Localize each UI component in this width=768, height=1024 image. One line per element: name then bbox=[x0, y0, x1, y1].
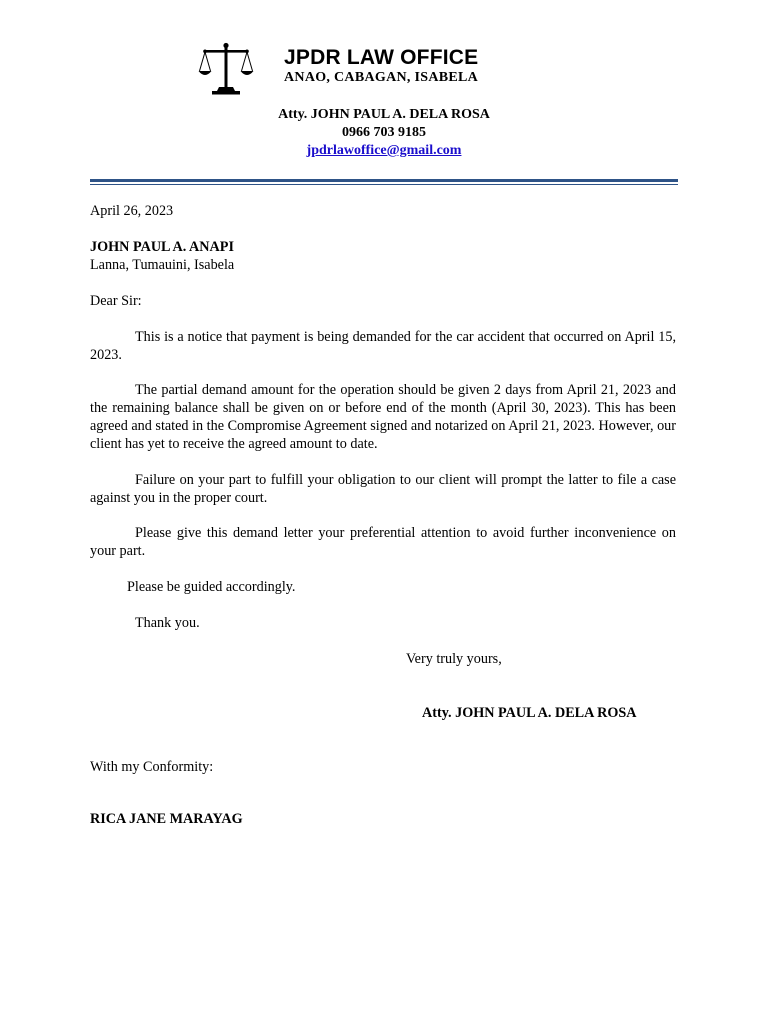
guided-line: Please be guided accordingly. bbox=[127, 579, 296, 595]
letter-date: April 26, 2023 bbox=[90, 203, 174, 219]
body-paragraph-2: The partial demand amount for the operation should be given 2 days from April 21, 2023 and the remaining balance shall be given on or before end of the month (April 30, 2023). This has been agreed and stated in the Compromise Agreement signed and notarized on April 21, 2023. However, our client has yet to receive the agreed amount to date. bbox=[90, 382, 676, 452]
scales-of-justice-icon bbox=[198, 42, 254, 96]
signatory-name: Atty. JOHN PAUL A. DELA ROSA bbox=[422, 705, 637, 721]
recipient-name: JOHN PAUL A. ANAPI bbox=[90, 239, 234, 255]
conformity-label: With my Conformity: bbox=[90, 759, 214, 775]
recipient-address: Lanna, Tumauini, Isabela bbox=[90, 257, 235, 273]
conformity-name: RICA JANE MARAYAG bbox=[90, 811, 243, 827]
body-paragraph-1: This is a notice that payment is being demanded for the car accident that occurred on April 15, 2023. bbox=[90, 329, 676, 363]
body-paragraph-3: Failure on your part to fulfill your obligation to our client will prompt the latter to file a case against you in the proper court. bbox=[90, 472, 676, 506]
header-divider-thick bbox=[90, 179, 678, 182]
office-address: ANAO, CABAGAN, ISABELA bbox=[284, 70, 479, 85]
salutation: Dear Sir: bbox=[90, 293, 142, 309]
closing-line: Very truly yours, bbox=[406, 651, 502, 667]
body-paragraph-4: Please give this demand letter your preferential attention to avoid further inconvenience on your part. bbox=[90, 525, 676, 559]
thanks-line: Thank you. bbox=[135, 615, 200, 631]
header-divider-thin bbox=[90, 184, 678, 185]
attorney-name: Atty. JOHN PAUL A. DELA ROSA bbox=[278, 107, 490, 122]
office-name: JPDR LAW OFFICE bbox=[284, 46, 479, 69]
attorney-phone: 0966 703 9185 bbox=[342, 125, 426, 140]
attorney-email-link[interactable]: jpdrlawoffice@gmail.com bbox=[306, 143, 462, 158]
